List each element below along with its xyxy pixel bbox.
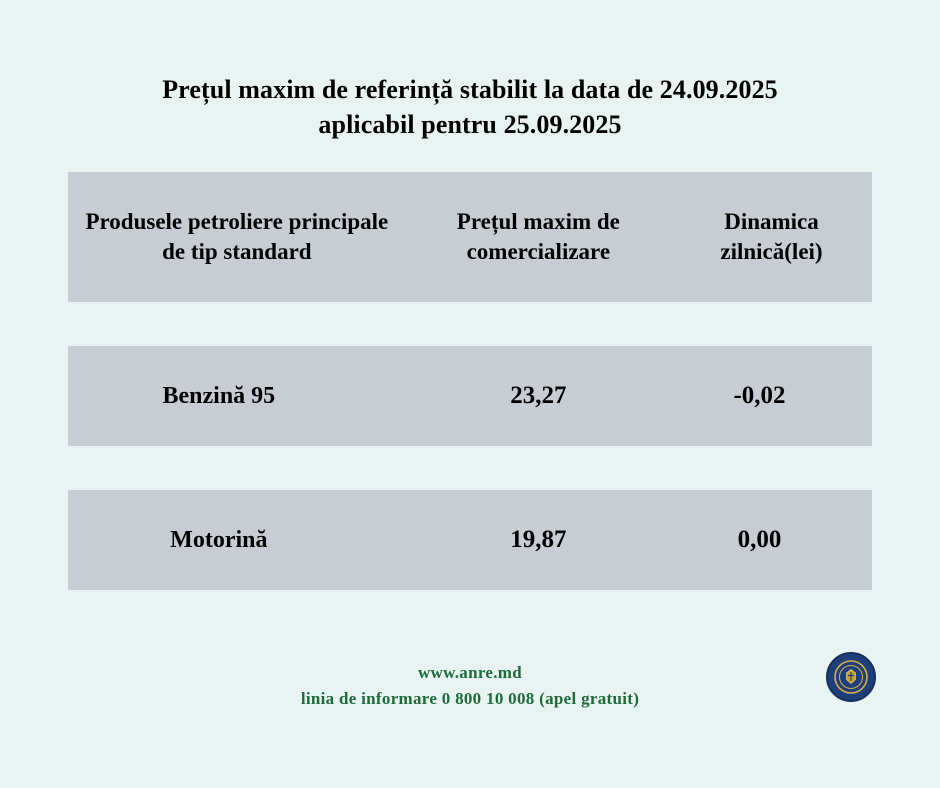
table-row [68, 346, 872, 446]
table-row [68, 490, 872, 590]
table-header-dynamic: Dinamica zilnică(lei) [720, 208, 823, 265]
cell-product-name: Benzină 95 [162, 382, 276, 409]
footer-website[interactable]: www.anre.md [417, 663, 523, 682]
title-line-1: Prețul maxim de referință stabilit la data de 24.09.2025 [162, 75, 778, 104]
footer-infoline: linia de informare 0 800 10 008 (apel gratuit) [300, 688, 640, 708]
price-table [0, 172, 940, 590]
table-header-product: Produsele petroliere principale de tip standard [85, 208, 389, 265]
cell-product-price: 19,87 [510, 526, 567, 554]
table-header-row [68, 172, 872, 302]
page-title [0, 0, 940, 142]
footer [0, 660, 940, 711]
table-header-price: Prețul maxim de comercializare [456, 208, 620, 265]
row-spacer [68, 446, 872, 490]
cell-product-dynamic: 0,00 [737, 526, 782, 554]
anre-logo-icon [826, 652, 876, 702]
cell-product-dynamic: -0,02 [733, 382, 786, 410]
title-line-2: aplicabil pentru 25.09.2025 [318, 110, 622, 140]
cell-product-price: 23,27 [510, 382, 567, 410]
cell-product-name: Motorină [170, 526, 268, 553]
row-spacer [68, 302, 872, 346]
